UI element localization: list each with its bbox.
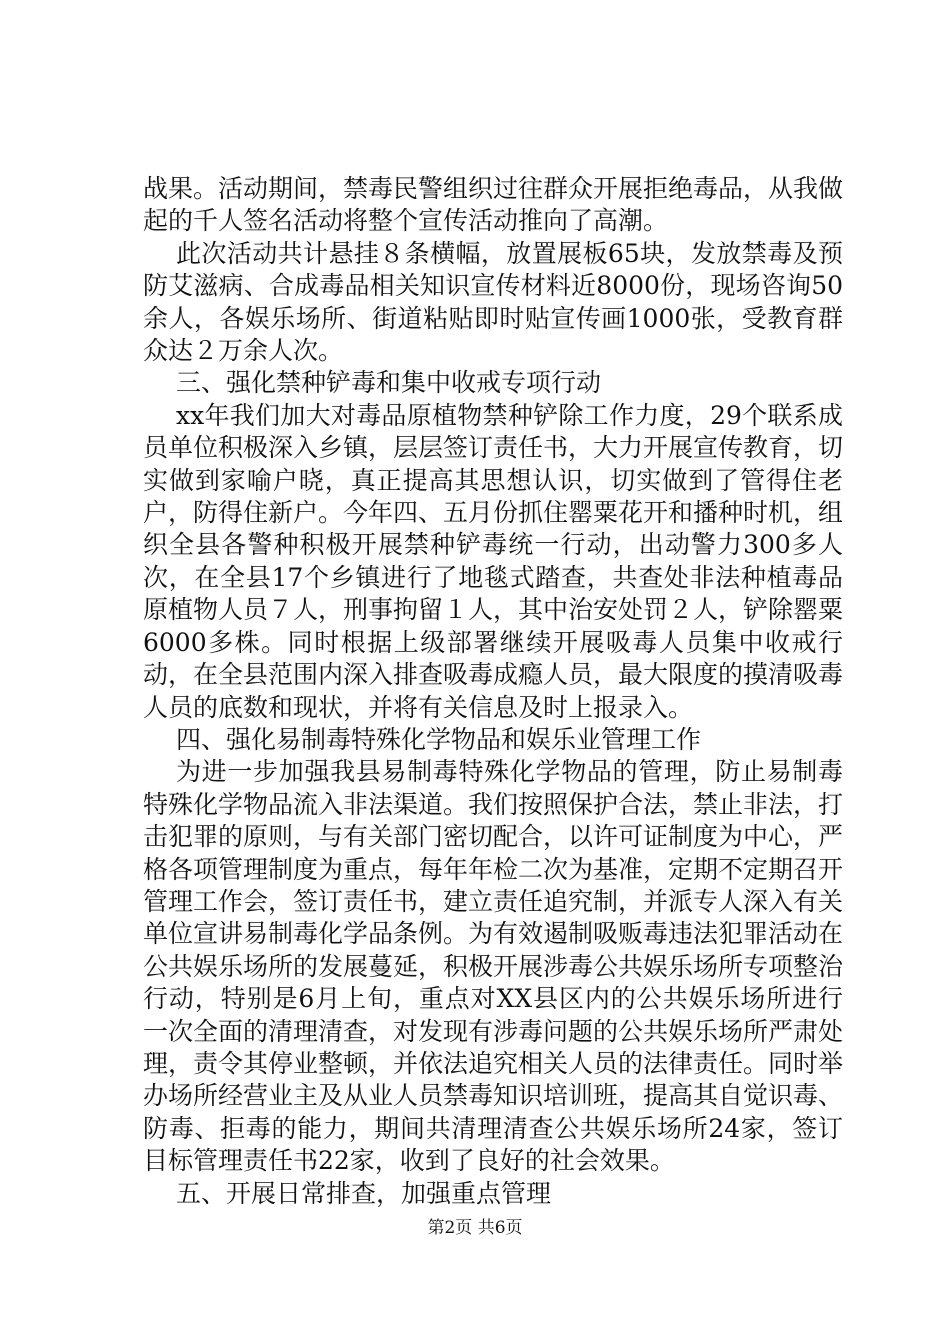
section-heading-3: 三、强化禁种铲毒和集中收戒专项行动 [176, 368, 602, 398]
page-footer: 第2页 共6页 [427, 1218, 523, 1238]
section-heading-5: 五、开展日常排查，加强重点管理 [176, 1178, 552, 1208]
paragraph-eradication: xx年我们加大对毒品原植物禁种铲除工作力度，29个联系成员单位积极深入乡镇，层层签订责任书，大力开展宣传教育，切实做到家喻户晓，真正提高其思想认识，切实做到了管得住老户，防得住新户。今年四、五月份抓住罂粟花开和播种时机，组织全县各警种积极开展禁种铲毒统一行动，出动警力300多人次，在全县17个乡镇进行了地毯式踏查，共查处非法种植毒品原植物人员７人，刑事拘留１人，其中治安处罚２人，铲除罂粟6000多株。同时根据上级部署继续开展吸毒人员集中收戒行动，在全县范围内深入排查吸毒成瘾人员，最大限度的摸清吸毒人员的底数和现状，并将有关信息及时上报录入。 [143, 400, 844, 722]
document-body [143, 173, 843, 1210]
paragraph-chemical-management: 为进一步加强我县易制毒特殊化学物品的管理，防止易制毒特殊化学物品流入非法渠道。我们按照保护合法，禁止非法，打击犯罪的原则，与有关部门密切配合，以许可证制度为中心，严格各项管理制度为重点，每年年检二次为基准，定期不定期召开管理工作会，签订责任书，建立责任追究制，并派专人深入有关单位宣讲易制毒化学品条例。为有效遏制吸贩毒违法犯罪活动在公共娱乐场所的发展蔓延，积极开展涉毒公共娱乐场所专项整治行动，特别是6月上旬，重点对XX县区内的公共娱乐场所进行一次全面的清理清查，对发现有涉毒问题的公共娱乐场所严肃处理，责令其停业整顿，并依法追究相关人员的法律责任。同时举办场所经营业主及从业人员禁毒知识培训班，提高其自觉识毒、防毒、拒毒的能力，期间共清理清查公共娱乐场所24家，签订目标管理责任书22家，收到了良好的社会效果。 [143, 757, 844, 1176]
paragraph-continuation: 战果。活动期间，禁毒民警组织过往群众开展拒绝毒品，从我做起的千人签名活动将整个宣传活动推向了高潮。 [143, 174, 844, 236]
paragraph-activity-stats: 此次活动共计悬挂８条横幅，放置展板65块，发放禁毒及预防艾滋病、合成毒品相关知识宣传材料近8000份，现场咨询50余人，各娱乐场所、街道粘贴即时贴宣传画1000张，受教育群众达２万余人次。 [143, 238, 843, 366]
section-heading-4: 四、强化易制毒特殊化学物品和娱乐业管理工作 [176, 724, 702, 754]
